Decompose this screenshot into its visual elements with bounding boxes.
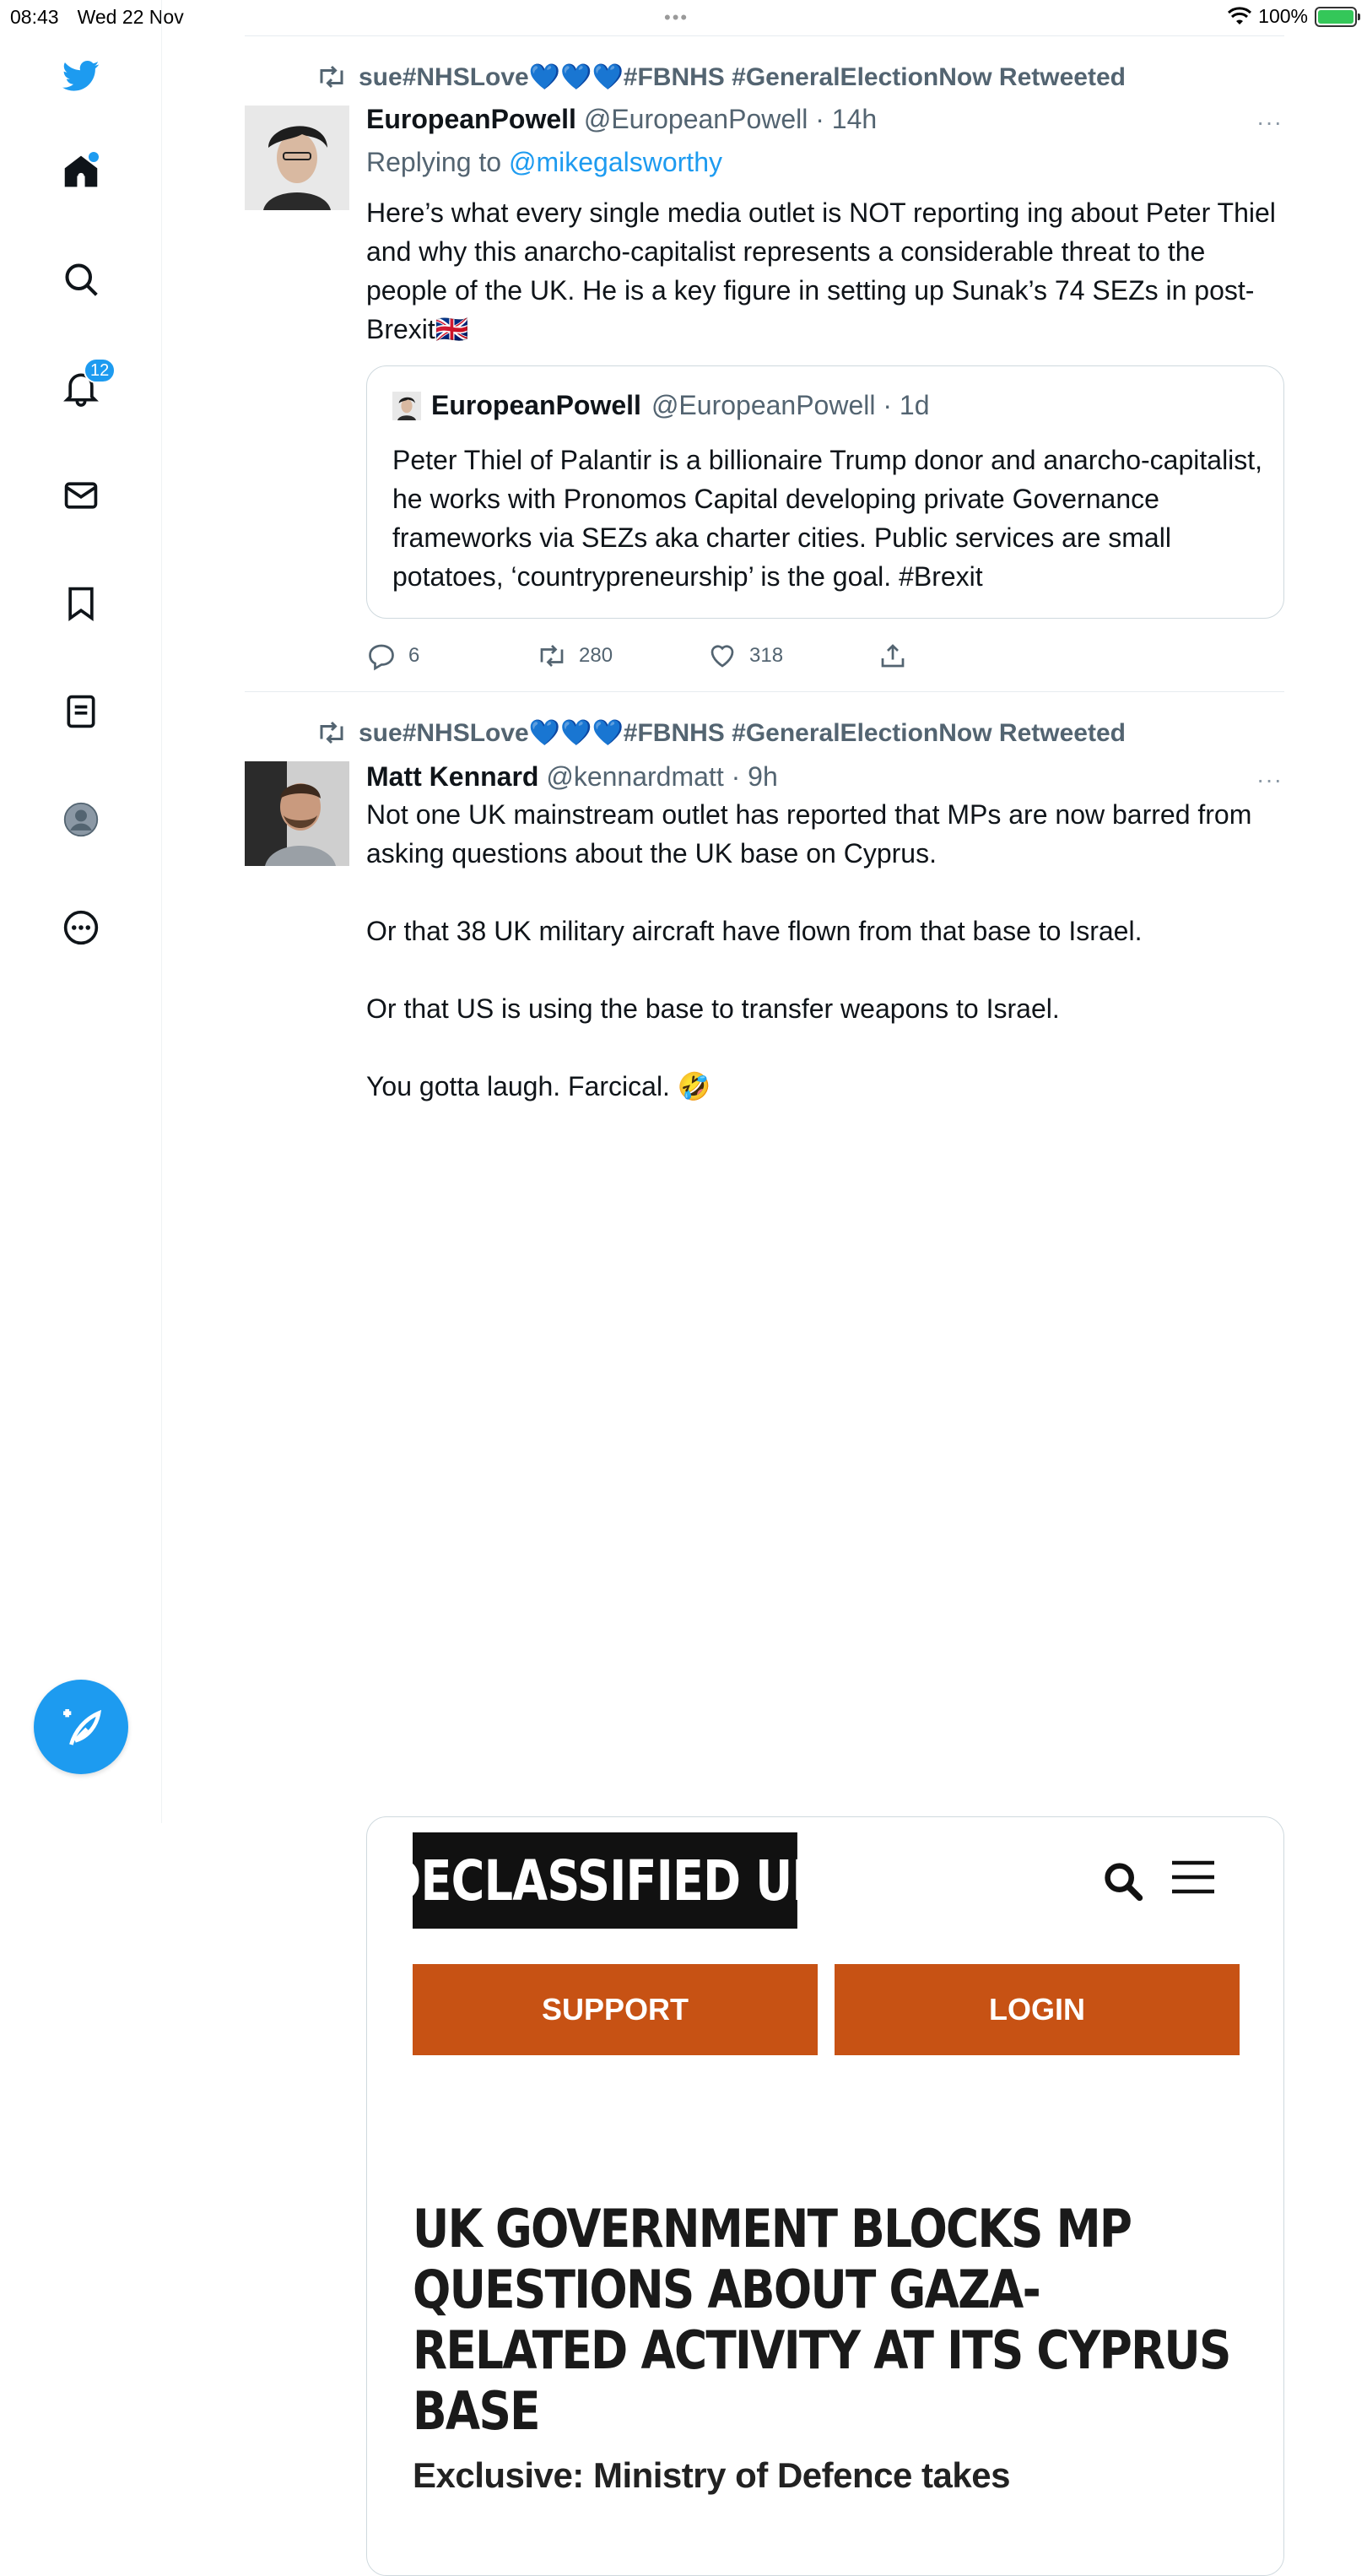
avatar[interactable] bbox=[245, 106, 349, 210]
retweet-context bbox=[316, 717, 1126, 748]
search-icon bbox=[1101, 1859, 1145, 1903]
retweet-button[interactable] bbox=[537, 641, 707, 671]
like-count: 318 bbox=[749, 644, 784, 667]
search-icon[interactable] bbox=[60, 258, 102, 300]
multitasking-dots[interactable]: ••• bbox=[664, 7, 689, 28]
login-button: LOGIN bbox=[835, 1964, 1240, 2055]
reply-icon bbox=[366, 641, 397, 671]
quote-avatar bbox=[392, 392, 421, 420]
tweet-text: Here’s what every single media outlet is NOT reporting ing about Peter Thiel and why this anarcho-capitalist represents a considerable threat to the people of the UK. He is a key figure in setting up Sunak’s 74 SEZs in post-Brexit🇬🇧 bbox=[366, 198, 1283, 344]
status-bar bbox=[0, 0, 1367, 34]
quote-author-handle: @EuropeanPowell · 1d bbox=[651, 390, 930, 420]
retweet-icon bbox=[316, 717, 347, 748]
home-icon[interactable] bbox=[60, 150, 102, 192]
notifications-badge: 12 bbox=[84, 358, 116, 383]
tweet[interactable] bbox=[245, 692, 1284, 2495]
replying-to bbox=[366, 147, 722, 178]
link-card[interactable] bbox=[366, 1816, 1284, 2576]
support-button: SUPPORT bbox=[413, 1964, 818, 2055]
tweet[interactable] bbox=[245, 36, 1284, 691]
quote-header bbox=[392, 390, 930, 421]
reply-prefix: Replying to bbox=[366, 147, 509, 177]
article-headline: UK GOVERNMENT BLOCKS MP QUESTIONS ABOUT GAZA-RELATED ACTIVITY AT ITS CYPRUS BASE bbox=[413, 2198, 1230, 2442]
timeline bbox=[245, 34, 1284, 2495]
wifi-icon bbox=[1228, 8, 1251, 26]
tweet-text: Not one UK mainstream outlet has reported that MPs are now barred from asking questions about the UK base on Cyprus. Or that 38 UK military aircraft have flown from that base to Israel. Or that US is using the base to transfer weapons to Israel. You gotta laugh. Farcical. 🤣 bbox=[366, 799, 1252, 1101]
quoted-tweet[interactable] bbox=[366, 365, 1284, 619]
declassified-logo: DECLASSIFIED UK bbox=[413, 1832, 797, 1929]
more-options-icon[interactable]: ··· bbox=[1256, 766, 1283, 793]
author-handle[interactable]: @kennardmatt · 9h bbox=[546, 761, 778, 792]
quote-author-name: EuropeanPowell bbox=[431, 390, 641, 420]
profile-icon[interactable] bbox=[60, 798, 102, 841]
author-name[interactable]: Matt Kennard bbox=[366, 761, 539, 792]
list-icon[interactable] bbox=[60, 690, 102, 733]
battery-percent: 100% bbox=[1258, 5, 1308, 27]
tweet-header bbox=[366, 104, 877, 135]
compose-tweet-button[interactable] bbox=[34, 1680, 128, 1774]
article-subhead: Exclusive: Ministry of Defence takes bbox=[413, 2455, 1010, 2495]
author-name[interactable]: EuropeanPowell bbox=[366, 104, 576, 134]
status-time: 08:43 bbox=[10, 6, 59, 28]
retweeted-by: sue#NHSLove💙💙💙#FBNHS #GeneralElectionNow Retweeted bbox=[359, 718, 1126, 747]
bookmark-icon[interactable] bbox=[60, 582, 102, 625]
status-right bbox=[1228, 5, 1357, 28]
home-unread-dot bbox=[89, 152, 99, 162]
retweeted-by: sue#NHSLove💙💙💙#FBNHS #GeneralElectionNow Retweeted bbox=[359, 62, 1126, 91]
hamburger-menu-icon bbox=[1170, 1859, 1216, 1895]
reply-count: 6 bbox=[408, 644, 420, 667]
reply-to-link[interactable]: @mikegalsworthy bbox=[508, 147, 722, 177]
retweet-icon bbox=[316, 62, 347, 92]
avatar[interactable] bbox=[245, 761, 349, 866]
reply-button[interactable] bbox=[366, 641, 537, 671]
share-button[interactable] bbox=[878, 641, 1048, 671]
mail-icon[interactable] bbox=[60, 474, 102, 517]
tweet-header bbox=[366, 761, 778, 793]
bell-icon[interactable] bbox=[60, 360, 110, 409]
like-button[interactable] bbox=[707, 641, 878, 671]
retweet-context bbox=[316, 62, 1126, 92]
status-date: Wed 22 Nov bbox=[77, 6, 184, 28]
heart-icon bbox=[707, 641, 738, 671]
share-icon bbox=[878, 641, 908, 671]
retweet-count: 280 bbox=[579, 644, 613, 667]
retweet-icon bbox=[537, 641, 567, 671]
sidebar bbox=[0, 0, 162, 1823]
battery-icon bbox=[1315, 7, 1357, 27]
more-options-icon[interactable]: ··· bbox=[1256, 109, 1283, 135]
twitter-bird-icon[interactable] bbox=[60, 55, 102, 97]
feather-plus-icon bbox=[57, 1703, 105, 1751]
tweet-actions bbox=[366, 641, 1048, 671]
author-handle[interactable]: @EuropeanPowell · 14h bbox=[583, 104, 878, 134]
quote-text: Peter Thiel of Palantir is a billionaire Trump donor and anarcho-capitalist, he works with Pronomos Capital developing private Governance frameworks via SEZs aka charter cities. Public services are small potatoes, ‘countrypreneurship’ is the goal. #Brexit bbox=[392, 445, 1270, 592]
more-icon[interactable] bbox=[60, 906, 102, 949]
